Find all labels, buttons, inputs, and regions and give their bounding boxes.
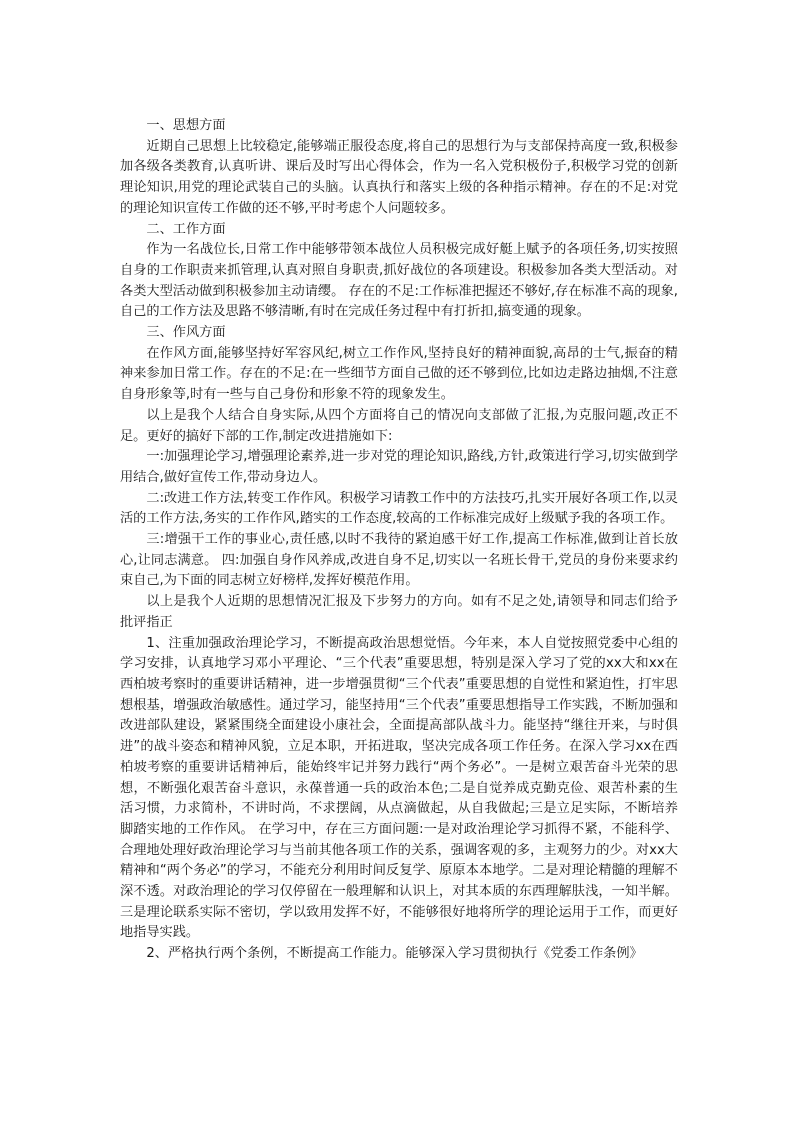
paragraph-thought: 近期自己思想上比较稳定,能够端正服役态度,将自己的思想行为与支部保持高度一致,积极参加各级各类教育,认真听讲、课后及时写出心得体会，作为一名入党积极份子,积极学习党的创新理论知识,用党的理论武装自己的头脑。认真执行和落实上级的各种指示精神。存在的不足:对党的理论知识宣传工作做的还不够,平时考虑个人问题较多。: [120, 138, 678, 216]
paragraph-work: 作为一名战位长,日常工作中能够带领本战位人员积极完成好艇上赋予的各项任务,切实按照自身的工作职责来抓管理,认真对照自身职责,抓好战位的各项建设。积极参加各类大型活动。对各类大型活动做到积极参加主动请缨。 存在的不足:工作标准把握还不够好,存在标准不高的现象,自己的工作方法及思路不够清晰,有时在完成任务过程中有打折扣,搞变通的现象。: [120, 242, 678, 320]
paragraph-numbered-2: 2、严格执行两个条例，不断提高工作能力。能够深入学习贯彻执行《党委工作条例》: [146, 946, 643, 962]
paragraph-numbered-1: 1、注重加强政治理论学习，不断提高政治思想觉悟。今年来，本人自觉按照党委中心组的学习安排，认真地学习邓小平理论、“三个代表”重要思想，特别是深入学习了党的xx大和xx在西柏坡考察时的重要讲话精神，进一步增强贯彻“三个代表”重要思想的自觉性和紧迫性，打牢思想根基，增强政治敏感性。通过学习，能坚持用“三个代表”重要思想指导工作实践，不断加强和改进部队建设，紧紧围绕全面建设小康社会，全面提高部队战斗力。能坚持“继往开来，与时俱进”的战斗姿态和精神风貌，立足本职，开拓进取，坚决完成各项工作任务。在深入学习xx在西柏坡考察的重要讲话精神后，能始终牢记并努力践行“两个务必”。一是树立艰苦奋斗光荣的思想，不断强化艰苦奋斗意识，永葆普通一兵的政治本色;二是自觉养成克勤克俭、艰苦朴素的生活习惯，力求简朴，不讲时尚，不求摆阔，从点滴做起，从自我做起;三是立足实际，不断培养脚踏实地的工作作风。 在学习中，存在三方面问题:一是对政治理论学习抓得不紧，不能科学、合理地处理好政治理论学习与当前其他各项工作的关系，强调客观的多，主观努力的少。对xx大精神和“两个务必”的学习，不能充分利用时间反复学、原原本本地学。二是对理论精髓的理解不深不透。对政治理论的学习仅停留在一般理解和认识上，对其本质的东西理解肤浅，一知半解。三是理论联系实际不密切，学以致用发挥不好，不能够很好地将所学的理论运用于工作，而更好地指导实践。: [120, 635, 678, 941]
paragraph-summary: 以上是我个人结合自身实际,从四个方面将自己的情况向支部做了汇报,为克服问题,改正不足。更好的搞好下部的工作,制定改进措施如下:: [120, 407, 678, 444]
paragraph-measure-3: 三:增强干工作的事业心,责任感,以时不我待的紧迫感干好工作,提高工作标准,做到让首长放心,让同志满意。 四:加强自身作风养成,改进自身不足,切实以一名班长骨干,党员的身份来要求约束自己,为下面的同志树立好榜样,发挥好模范作用。: [120, 532, 678, 589]
document-body: [120, 116, 678, 965]
paragraph-style: 在作风方面,能够坚持好军容风纪,树立工作作风,坚持良好的精神面貌,高昂的士气,振奋的精神来参加日常工作。存在的不足:在一些细节方面自己做的还不够到位,比如边走路边抽烟,不注意自身形象等,时有一些与自己身份和形象不符的现象发生。: [120, 345, 678, 403]
paragraph-closing: 以上是我个人近期的思想情况汇报及下步努力的方向。如有不足之处,请领导和同志们给予批评指正: [120, 594, 678, 630]
section-heading-thought: 一、思想方面: [146, 118, 226, 133]
section-heading-style: 三、作风方面: [146, 325, 226, 341]
section-heading-work: 二、工作方面: [146, 221, 226, 237]
paragraph-measure-1: 一:加强理论学习,增强理论素养,进一步对党的理论知识,路线,方针,政策进行学习,切实做到学用结合,做好宣传工作,带动身边人。: [120, 449, 678, 485]
paragraph-measure-2: 二:改进工作方法,转变工作作风。积极学习请教工作中的方法技巧,扎实开展好各项工作,以灵活的工作方法,务实的工作作风,踏实的工作态度,较高的工作标准完成好上级赋予我的各项工作。: [120, 490, 678, 527]
